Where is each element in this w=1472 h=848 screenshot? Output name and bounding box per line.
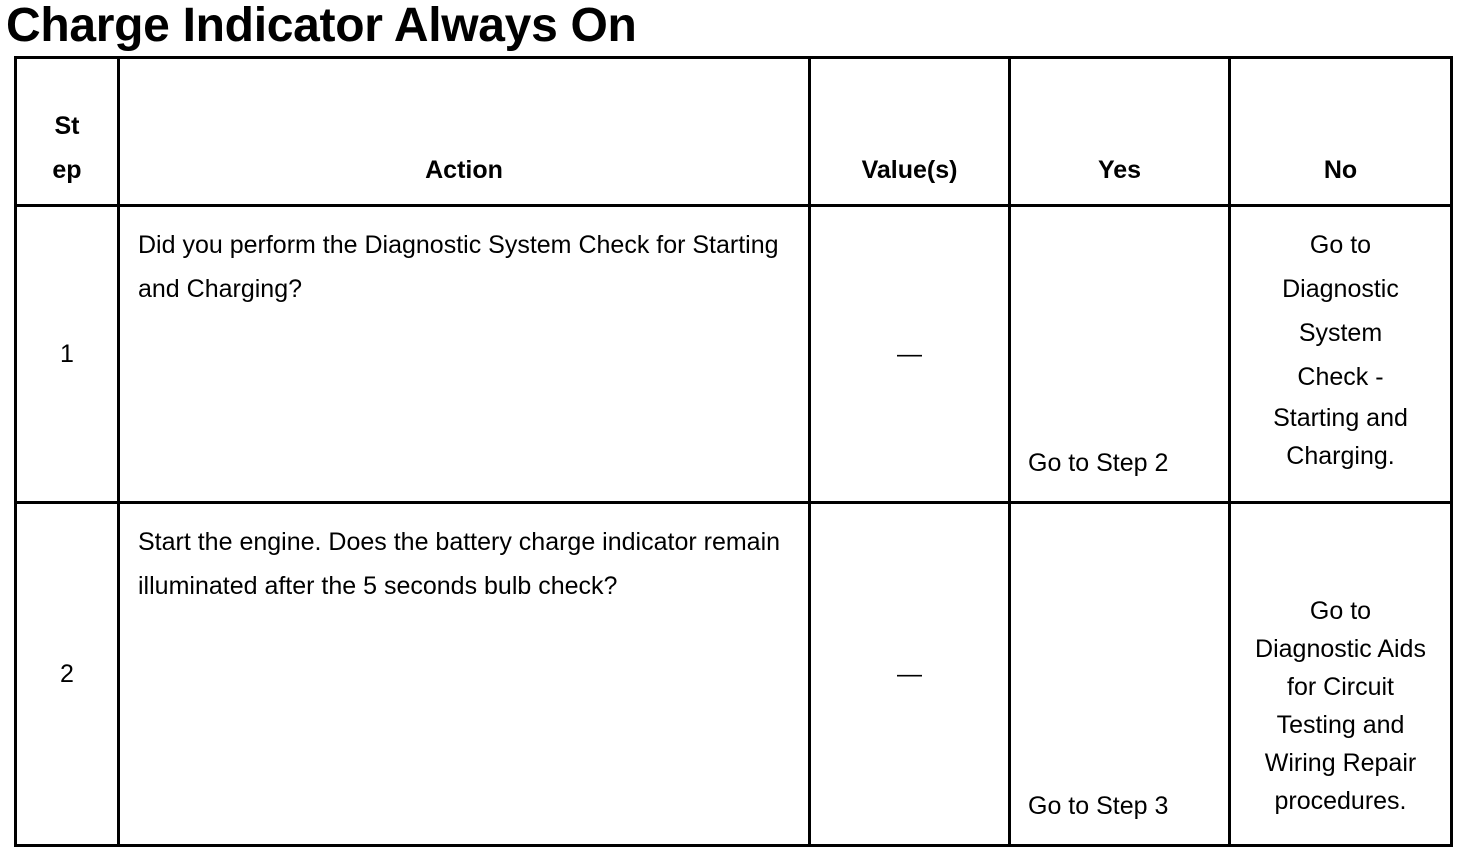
- header-values: Value(s): [810, 58, 1010, 206]
- no-line: Starting and: [1273, 404, 1408, 432]
- yes-cell: Go to Step 3: [1010, 503, 1230, 846]
- header-step-line1: St: [54, 112, 80, 140]
- header-step: [16, 58, 119, 206]
- yes-cell: Go to Step 2: [1010, 206, 1230, 503]
- no-line: Diagnostic Aids: [1255, 635, 1426, 663]
- table-header-row: [16, 58, 1452, 206]
- no-line: Wiring Repair: [1264, 749, 1417, 777]
- no-line: Testing and: [1276, 711, 1405, 739]
- header-step-line2: ep: [52, 156, 82, 184]
- no-line: Diagnostic: [1282, 275, 1399, 303]
- page-title: Charge Indicator Always On: [6, 0, 637, 52]
- no-line: for Circuit: [1287, 673, 1394, 701]
- table-row: [16, 503, 1452, 846]
- header-no: No: [1230, 58, 1452, 206]
- no-line: Charging.: [1286, 442, 1395, 470]
- table-row: [16, 206, 1452, 503]
- step-number: 1: [16, 206, 119, 503]
- step-number: 2: [16, 503, 119, 846]
- no-line: Go to: [1309, 597, 1372, 625]
- value-cell: —: [810, 206, 1010, 503]
- diagnostic-table: [14, 56, 1453, 847]
- no-line: Go to: [1309, 231, 1372, 259]
- header-yes: Yes: [1010, 58, 1230, 206]
- action-text: Start the engine. Does the battery charge indicator remain illuminated after the 5 seconds bulb check?: [119, 503, 810, 846]
- no-line: procedures.: [1274, 787, 1407, 815]
- no-cell: [1230, 206, 1452, 503]
- action-text: Did you perform the Diagnostic System Check for Starting and Charging?: [119, 206, 810, 503]
- no-line: Check -: [1297, 363, 1384, 391]
- no-cell: [1230, 503, 1452, 846]
- value-cell: —: [810, 503, 1010, 846]
- header-action: Action: [119, 58, 810, 206]
- no-line: System: [1298, 319, 1383, 347]
